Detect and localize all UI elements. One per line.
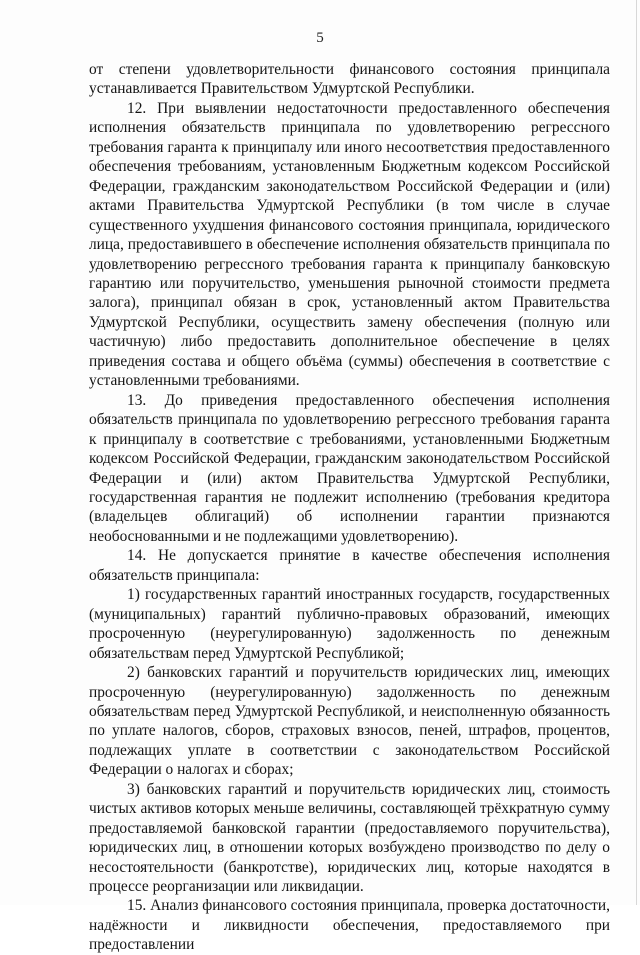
document-body [89,60,610,955]
paragraph-14: 14. Не допускается принятие в качестве обеспечения исполнения обязательств принципала: [89,547,610,584]
paragraph-15: 15. Анализ финансового состояния принципала, проверка достаточности, надёжности и ликвидности обеспечения, предоставляемого при предоставлении [89,897,610,954]
list-item-1: 1) государственных гарантий иностранных государств, государственных (муниципальных) гарантий публично-правовых образований, имеющих просроченную (неурегулированную) задолженность по денежным обязательствам перед Удмуртской Республикой; [89,586,610,662]
list-item-2: 2) банковских гарантий и поручительств юридических лиц, имеющих просроченную (неурегулированную) задолженность по денежным обязательствам перед Удмуртской Республикой, и неисполненную обязанность по уплате налогов, сборов, страховых взносов, пеней, штрафов, процентов, подлежащих уплате в соответствии с законодательством Российской Федерации о налогах и сборах; [89,664,610,779]
list-item-3: 3) банковских гарантий и поручительств юридических лиц, стоимость чистых активов которых меньше величины, составляющей трёхкратную сумму предоставляемой банковской гарантии (предоставляемого поручительства), юридических лиц, в отношении которых возбуждено производство по делу о несостоятельности (банкротстве), юридических лиц, которые находятся в процессе реорганизации или ликвидации. [89,780,610,896]
paragraph-continuation: от степени удовлетворительности финансового состояния принципала устанавливается Правительством Удмуртской Республики. [89,61,610,98]
paragraph-13: 13. До приведения предоставленного обеспечения исполнения обязательств принципала по удовлетворению регрессного требования гаранта к принципалу в соответствие с требованиями, установленными Бюджетным кодексом Российской Федерации, гражданским законодательством Российской Федерации и (или) актом Правительства Удмуртской Республики, государственная гарантия не подлежит исполнению (требования кредитора (владельцев облигаций) об исполнении гарантии признаются необоснованными и не подлежащими удовлетворению). [89,391,610,545]
page-number: 5 [316,30,324,46]
paragraph-12: 12. При выявлении недостаточности предоставленного обеспечения исполнения обязательств принципала по удовлетворению регрессного требования гаранта к принципалу или иного несоответствия предоставленного обеспечения требованиям, установленным Бюджетным кодексом Российской Федерации, гражданским законодательством Российской Федерации и (или) актами Правительства Удмуртской Республики (в том числе в случае существенного ухудшения финансового состояния принципала, юридического лица, предоставившего в обеспечение исполнения обязательств принципала по удовлетворению регрессного требования гаранта к принципалу банковскую гарантию или поручительство, уменьшения рыночной стоимости предмета залога), принципал обязан в срок, установленный актом Правительства Удмуртской Республики, осуществить замену обеспечения (полную или частичную) либо предоставить дополнительное обеспечение в целях приведения состава и общего объёма (суммы) обеспечения в соответствие с установленными требованиями. [89,99,610,390]
scan-edge-line [636,0,637,905]
